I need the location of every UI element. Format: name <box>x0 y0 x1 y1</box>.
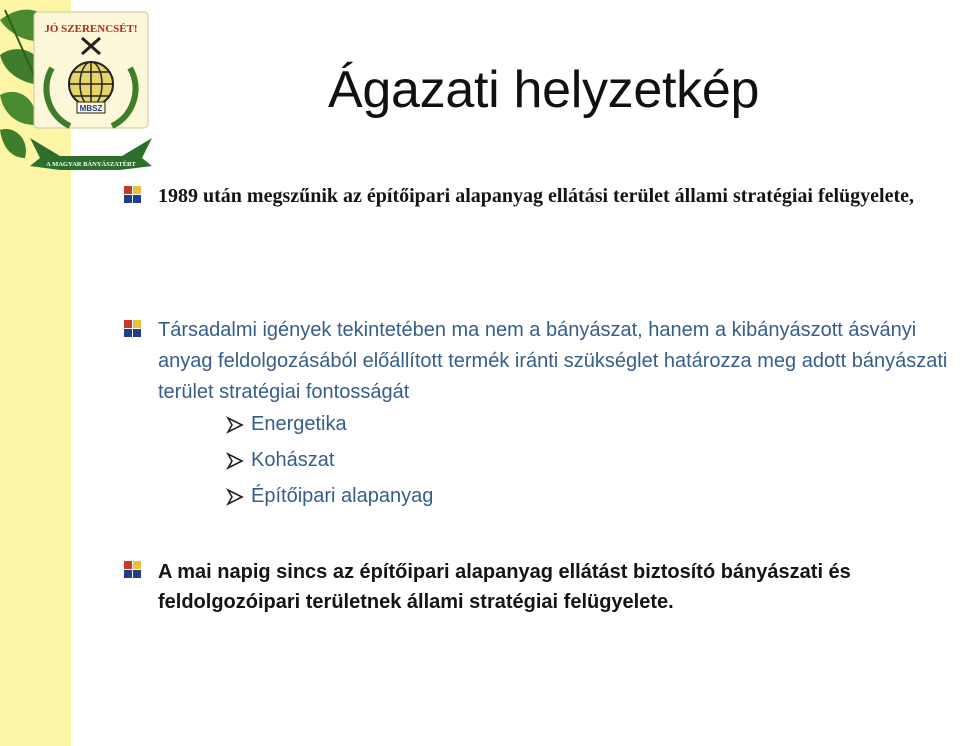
subpoint-label: Építőipari alapanyag <box>251 485 434 507</box>
subpoint-kohaszat <box>226 449 334 472</box>
logo-center-text: MBSZ <box>79 104 103 113</box>
arrow-bullet-icon <box>226 488 244 506</box>
arrow-bullet-icon <box>226 416 244 434</box>
mbsz-logo <box>20 8 162 178</box>
subpoint-energetika <box>226 413 347 436</box>
point-3-text: A mai napig sincs az építőipari alapanyag ellátást biztosító bányászati és feldolgozóipari területnek állami stratégiai felügyelete. <box>158 561 851 613</box>
subpoint-epitoipari-alapanyag <box>226 485 433 508</box>
subpoint-label: Energetika <box>251 413 347 435</box>
point-1-text: 1989 után megszűnik az építőipari alapanyag ellátási terület állami stratégiai felügyelete, <box>158 185 915 207</box>
bullet-icon <box>124 320 142 338</box>
subpoint-label: Kohászat <box>251 449 335 471</box>
arrow-bullet-icon <box>226 452 244 470</box>
point-2-text: Társadalmi igények tekintetében ma nem a bányászat, hanem a kibányászott ásványi anyag feldolgozásából előállított termék iránti szükséglet határozza meg adott bányászati terület stratégiai fontosságát <box>158 319 948 403</box>
bullet-icon <box>124 186 142 204</box>
slide-title: Ágazati helyzetkép <box>328 61 760 119</box>
logo-top-text: JÓ SZERENCSÉT! <box>44 23 138 35</box>
logo-ribbon-text: A MAGYAR BÁNYÁSZATÉRT <box>46 161 136 168</box>
bullet-icon <box>124 561 142 579</box>
